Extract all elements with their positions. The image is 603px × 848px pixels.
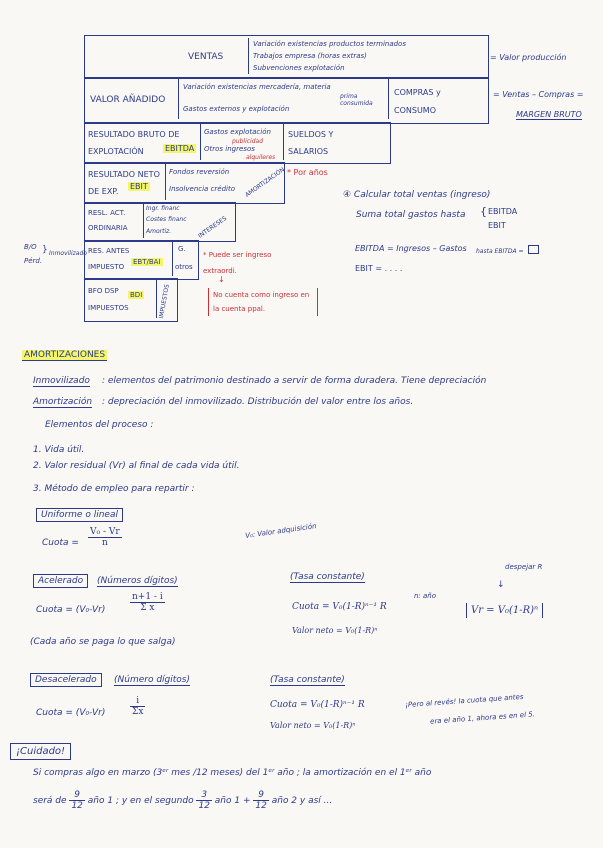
bai-item-1: G. xyxy=(178,245,186,253)
ebit-label: RESULTADO NETO DE EXP. xyxy=(88,170,160,196)
left-note-small: Inmovilizado xyxy=(49,250,87,257)
bai-divider xyxy=(172,242,173,276)
sueldos-label: SUELDOS Y SALARIOS xyxy=(288,130,334,156)
tasa2-neto: Valor neto = V₀(1-R)ⁿ xyxy=(270,721,356,730)
lineal-fraction xyxy=(88,527,122,548)
va-small: prima consumida xyxy=(340,93,373,107)
ebit-note: * Por años xyxy=(287,168,328,177)
despejar-arrow-icon: ↓ xyxy=(497,580,505,590)
bai-label: RES. ANTES IMPUESTO xyxy=(88,247,130,271)
amort-heading: AMORTIZACIONES xyxy=(24,350,106,360)
left-note-2: Pérd. xyxy=(24,257,43,265)
va-note: = Ventas – Compras = xyxy=(493,90,584,99)
def1-term: Inmovilizado xyxy=(33,376,90,386)
frac1-num: 9 xyxy=(69,790,84,801)
ebit-item-2: Insolvencia crédito xyxy=(169,185,236,193)
calc-brace-2: EBIT xyxy=(488,221,506,230)
desacelerado-den: Σx xyxy=(132,707,144,717)
ebitda-small-1: publicidad xyxy=(232,138,264,145)
calc-line3: EBIT = . . . . xyxy=(355,264,403,273)
ebitda-divider xyxy=(200,124,201,160)
ventas-item-1: Variación existencias productos terminados xyxy=(253,40,406,48)
acelerado-den: Σ x xyxy=(140,603,155,613)
acelerado-sub: (Números dígitos) xyxy=(97,576,178,586)
ord-item-2: Costes financ xyxy=(146,216,187,223)
left-note-1: B/O xyxy=(24,243,37,251)
ord-item-1: Ingr. financ xyxy=(146,205,180,212)
def2-term: Amortización xyxy=(33,397,93,407)
lineal-num: V₀ - Vr xyxy=(90,527,120,537)
va-item-2: Gastos externos y explotación xyxy=(183,105,290,113)
cuidado-line2b: año 1 ; y en el segundo xyxy=(87,796,194,806)
bai-tag: EBT/BAI xyxy=(133,258,161,266)
tasa1-neto: Valor neto = V₀(1-R)ⁿ xyxy=(292,626,378,635)
lineal-note: V₀: Valor adquisición xyxy=(244,522,318,540)
tasa1-vr: Vr = V₀(1-R)ⁿ xyxy=(466,603,543,618)
calc-title: ④ Calcular total ventas (ingreso) xyxy=(343,190,491,200)
calc-line1: Suma total gastos hasta xyxy=(356,210,466,220)
ebitda-small-2: alquileres xyxy=(246,154,276,161)
ventas-note: = Valor producción xyxy=(490,53,567,62)
bai-arrow: ↓ xyxy=(218,275,225,284)
ebit-divider xyxy=(165,164,166,200)
calc-brace-1: EBITDA xyxy=(488,207,518,216)
cuidado-frac-3 xyxy=(253,790,268,811)
ebitda-label: RESULTADO BRUTO DE EXPLOTACIÓN xyxy=(88,130,180,156)
cuidado-line2 xyxy=(33,790,332,811)
acelerado-fraction xyxy=(130,592,165,613)
bdi-divider xyxy=(156,280,157,318)
ventas-divider xyxy=(248,38,249,74)
lineal-cuota: Cuota = xyxy=(42,538,79,548)
elements-title: Elementos del proceso : xyxy=(45,420,154,430)
sueldos-divider xyxy=(283,124,284,160)
frac2-num: 3 xyxy=(196,790,211,801)
tasa1-cuota: Cuota = V₀(1-R)ⁿ⁻¹ R xyxy=(292,602,387,612)
element-2: 2. Valor residual (Vr) al final de cada vida útil. xyxy=(33,461,240,471)
tasa2-cuota: Cuota = V₀(1-R)ⁿ⁻¹ R xyxy=(270,700,365,710)
cuidado-line2a: será de xyxy=(33,796,67,806)
cuidado-line2d: año 2 y así ... xyxy=(271,796,333,806)
calc-square-icon xyxy=(528,245,539,254)
calc-brace: { xyxy=(480,205,487,218)
ebit-item-1: Fondos reversión xyxy=(169,168,230,176)
valor-anadido-label: VALOR AÑADIDO xyxy=(90,95,166,105)
calc-line2-small: hasta EBITDA = xyxy=(476,248,524,255)
ord-divider xyxy=(143,204,144,238)
ord-item-3: Amortiz. xyxy=(146,228,172,235)
tasa1-despejar: despejar R xyxy=(505,563,543,571)
tasa2-note2: era el año 1, ahora es en el 5. xyxy=(429,710,536,726)
cuidado-line2c: año 1 + xyxy=(214,796,251,806)
frac3-den: 12 xyxy=(255,801,267,811)
lineal-den: n xyxy=(101,538,108,548)
def1-text: : elementos del patrimonio destinado a servir de forma duradera. Tiene depreciación xyxy=(102,376,487,386)
desacelerado-title: Desacelerado xyxy=(30,673,102,687)
element-1: 1. Vida útil. xyxy=(33,445,85,455)
va-divider xyxy=(178,79,179,119)
bai-note-box: No cuenta como ingreso en la cuenta ppal. xyxy=(208,288,318,316)
ventas-item-2: Trabajos empresa (horas extras) xyxy=(253,52,367,60)
compras-label: COMPRAS y CONSUMO xyxy=(394,88,441,115)
cuidado-frac-1 xyxy=(69,790,84,811)
margen-bruto: MARGEN BRUTO xyxy=(516,110,582,119)
bdi-label: BFO DSP IMPUESTOS xyxy=(88,287,129,312)
frac1-den: 12 xyxy=(71,801,83,811)
cuidado-title: ¡Cuidado! xyxy=(10,743,71,760)
ventas-item-3: Subvenciones explotación xyxy=(253,64,345,72)
desacelerado-fraction xyxy=(130,696,145,717)
cuidado-line1: Si compras algo en marzo (3ᵉʳ mes /12 meses) del 1ᵉʳ año ; la amortización en el 1ᵉʳ año xyxy=(33,768,432,778)
acelerado-note: (Cada año se paga lo que salga) xyxy=(30,637,176,647)
tasa2-note1: ¡Pero al revés! la cuota que antes xyxy=(404,692,524,710)
amortizacion-label: AMORTIZACIÓN xyxy=(244,166,287,199)
tasa2-title: (Tasa constante) xyxy=(270,675,345,685)
intereses-label: INTERESES xyxy=(197,215,229,240)
ebit-tag: EBIT xyxy=(130,182,148,191)
bai-note: * Puede ser ingreso extraordi. xyxy=(203,251,272,275)
frac3-num: 9 xyxy=(253,790,268,801)
acelerado-num: n+1 - i xyxy=(132,592,163,602)
element-3: 3. Método de empleo para repartir : xyxy=(33,484,195,494)
desacelerado-cuota: Cuota = (V₀-Vr) xyxy=(36,708,106,718)
cuidado-frac-2 xyxy=(196,790,211,811)
calc-line2: EBITDA = Ingresos – Gastos xyxy=(355,244,467,253)
va-item-1: Variación existencias mercadería, materia xyxy=(183,83,331,91)
lineal-title: Uniforme o lineal xyxy=(36,508,123,522)
ebitda-item-2: Otros ingresos xyxy=(204,145,255,153)
desacelerado-num: i xyxy=(130,696,145,707)
acelerado-cuota: Cuota = (V₀-Vr) xyxy=(36,605,106,615)
ebitda-item-1: Gastos explotación xyxy=(204,128,271,136)
tasa1-title: (Tasa constante) xyxy=(290,572,365,582)
left-brace: } xyxy=(42,245,48,255)
ordinaria-label: RESL. ACT. ORDINARIA xyxy=(88,209,128,232)
impuestos-label: IMPUESTOS xyxy=(158,283,171,320)
def2-text: : depreciación del inmovilizado. Distribución del valor entre los años. xyxy=(102,397,414,407)
bdi-tag: BDI xyxy=(130,291,143,299)
desacelerado-sub: (Número dígitos) xyxy=(114,675,190,685)
ventas-label: VENTAS xyxy=(188,52,224,62)
compras-divider xyxy=(388,79,389,119)
ebitda-tag: EBITDA xyxy=(165,144,195,153)
tasa1-n-note: n: año xyxy=(414,592,437,600)
acelerado-title: Acelerado xyxy=(33,574,88,588)
bai-item-2: otros xyxy=(175,263,193,271)
frac2-den: 12 xyxy=(198,801,210,811)
